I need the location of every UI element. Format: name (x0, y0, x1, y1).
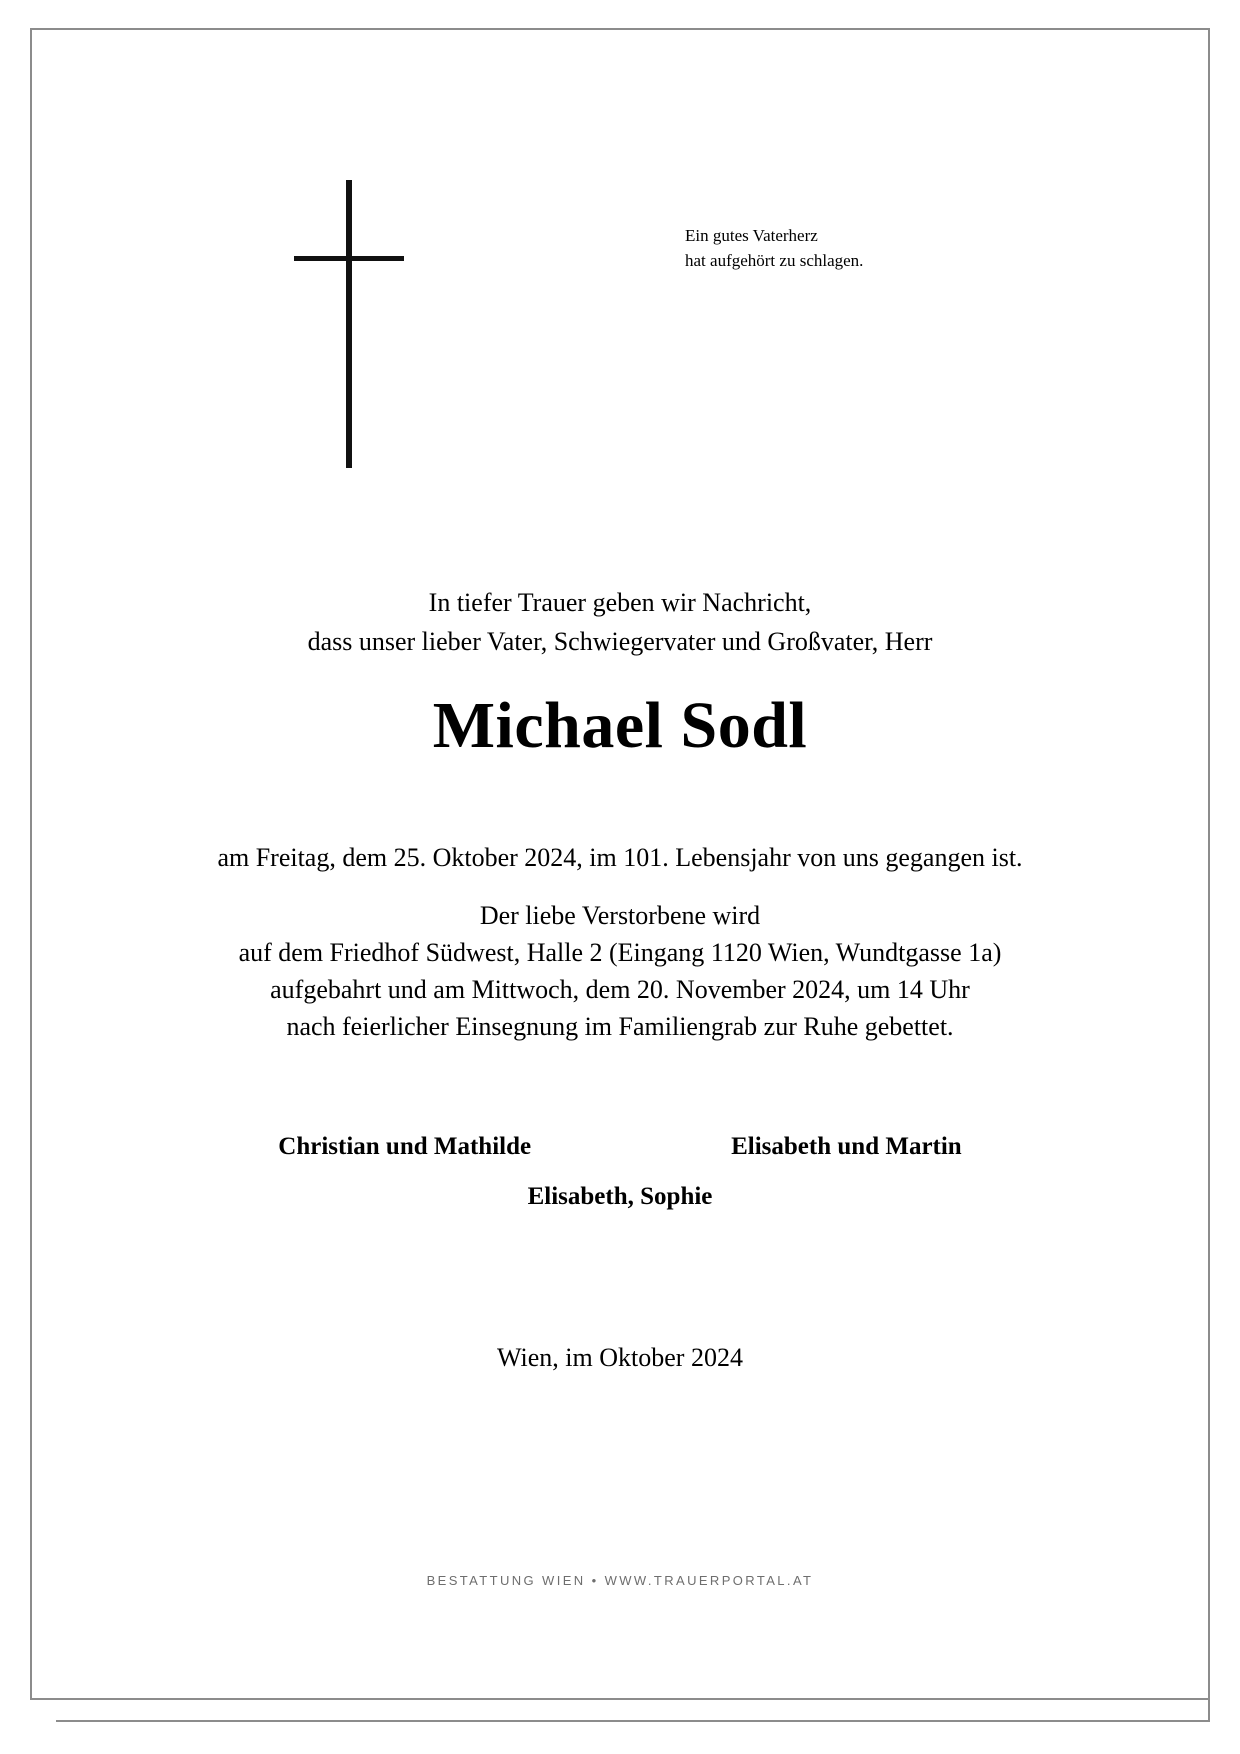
survivor-group-center: Elisabeth, Sophie (527, 1183, 713, 1210)
christian-cross-icon (280, 168, 420, 468)
quote-line-1: Ein gutes Vaterherz (685, 226, 818, 245)
service-line-4: nach feierlicher Einsegnung im Familiengrab zur Ruhe gebettet. (286, 1011, 954, 1041)
service-line-1: Der liebe Verstorbene wird (479, 901, 761, 930)
quote-line-2: hat aufgehört zu schlagen. (685, 250, 864, 270)
service-line-3: aufgebahrt und am Mittwoch, dem 20. November 2024, um 14 Uhr (270, 974, 970, 1004)
page-content (30, 28, 1210, 1700)
intro-line-2: dass unser lieber Vater, Schwiegervater und Großvater, Herr (307, 627, 933, 656)
survivor-group-right: Elisabeth und Martin (731, 1133, 962, 1160)
service-line-2: auf dem Friedhof Südwest, Halle 2 (Eingang 1120 Wien, Wundtgasse 1a) (238, 937, 1002, 967)
survivors-row-secondary (30, 1183, 1210, 1211)
cross-horizontal-bar (294, 256, 404, 261)
memorial-quote (685, 224, 1115, 273)
announcement-intro (30, 583, 1210, 661)
intro-line-1: In tiefer Trauer geben wir Nachricht, (428, 588, 812, 617)
passing-details: am Freitag, dem 25. Oktober 2024, im 101. Lebensjahr von uns gegangen ist. (217, 843, 1023, 872)
survivor-group-left: Christian und Mathilde (278, 1133, 532, 1160)
cross-vertical-bar (346, 180, 352, 468)
footer-imprint: BESTATTUNG WIEN • WWW.TRAUERPORTAL.AT (426, 1573, 814, 1588)
deceased-name: Michael Sodl (432, 689, 808, 762)
survivors-list (30, 1133, 1210, 1211)
survivors-row-primary (30, 1133, 1210, 1161)
service-details (30, 898, 1210, 1046)
place-and-date: Wien, im Oktober 2024 (497, 1343, 743, 1372)
